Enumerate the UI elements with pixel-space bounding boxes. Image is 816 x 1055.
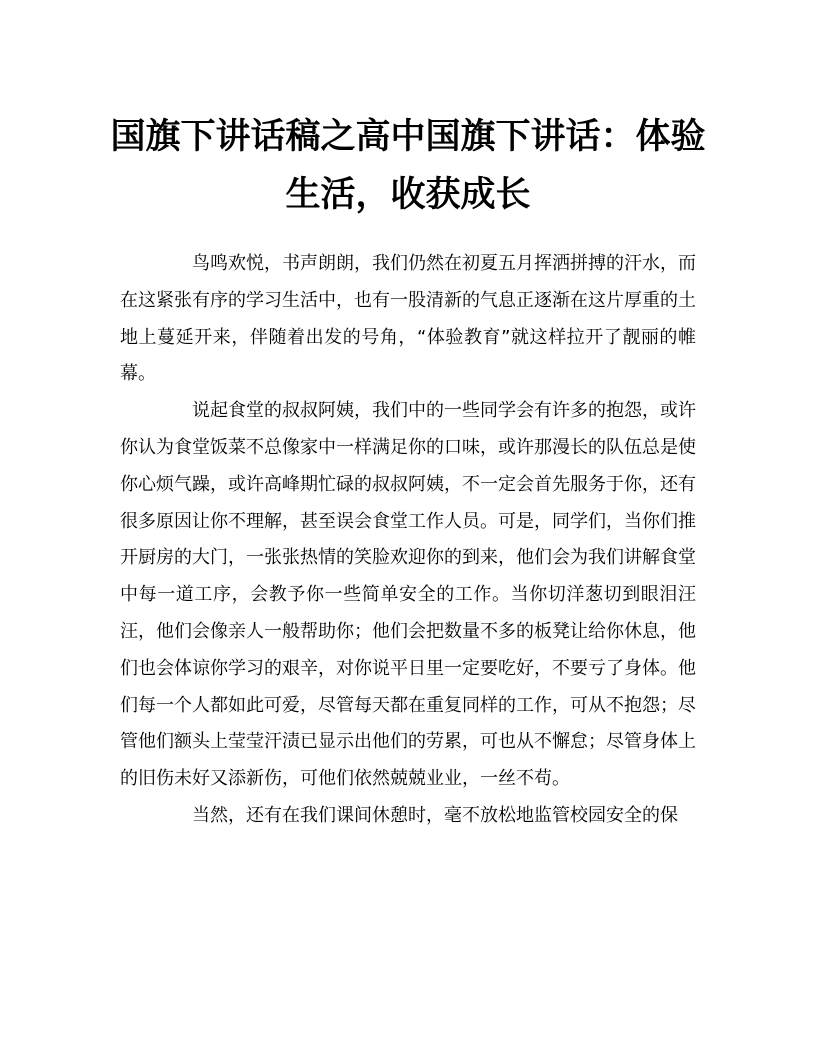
paragraph-2: 说起食堂的叔叔阿姨，我们中的一些同学会有许多的抱怨，或许你认为食堂饭菜不总像家中一样满足你的口味，或许那漫长的队伍总是使你心烦气躁，或许高峰期忙碌的叔叔阿姨，不一定会首先服务于你，还有很多原因让你不理解，甚至误会食堂工作人员。可是，同学们，当你们推开厨房的大门，一张张热情的笑脸欢迎你的到来，他们会为我们讲解食堂中每一道工序，会教予你一些简单安全的工作。当你切洋葱切到眼泪汪汪，他们会像亲人一般帮助你；他们会把数量不多的板凳让给你休息，他们也会体谅你学习的艰辛，对你说平日里一定要吃好，不要亏了身体。他们每一个人都如此可爱，尽管每天都在重复同样的工作，可从不抱怨；尽管他们额头上莹莹汗渍已显示出他们的劳累，可也从不懈怠；尽管身体上的旧伤未好又添新伤，可他们依然兢兢业业，一丝不苟。	[120, 400, 696, 790]
paragraph-3: 当然，还有在我们课间休憩时，毫不放松地监管校园安全的保	[192, 804, 678, 826]
document-body	[120, 246, 696, 835]
paragraph-1: 鸟鸣欢悦，书声朗朗，我们仍然在初夏五月挥洒拼搏的汗水，而在这紧张有序的学习生活中，也有一股清新的气息正逐渐在这片厚重的土地上蔓延开来，伴随着出发的号角，“体验教育”就这样拉开了靓丽的帷幕。	[120, 253, 696, 385]
document-title: 国旗下讲话稿之高中国旗下讲话：体验生活，收获成长	[110, 116, 706, 215]
